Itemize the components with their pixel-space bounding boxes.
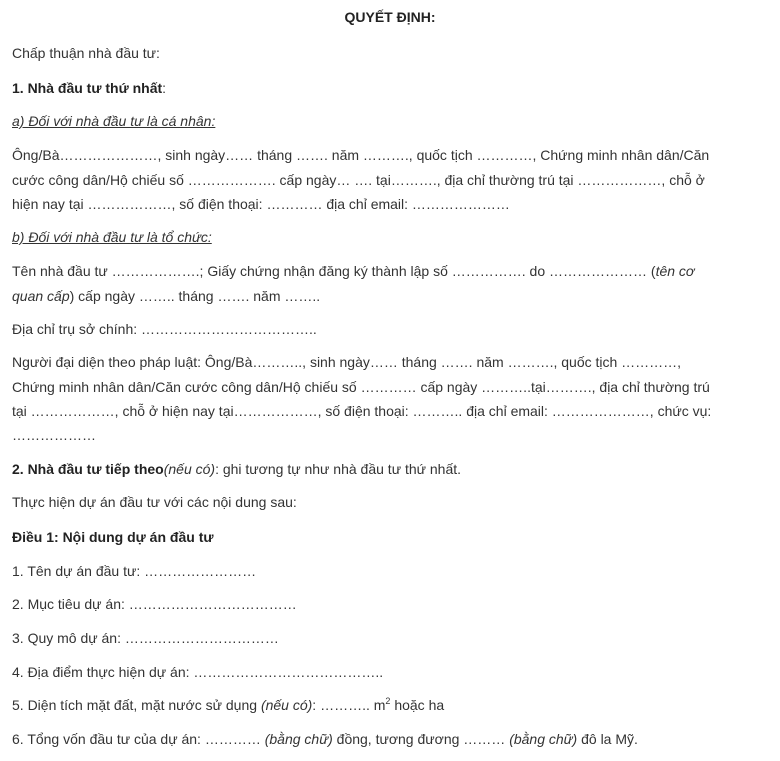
item5-superscript: 2 xyxy=(385,696,391,706)
document-title: QUYẾT ĐỊNH: xyxy=(344,9,436,25)
article1-item-3: 3. Quy mô dự án: …………………………… xyxy=(12,630,279,646)
investor1-heading-text: 1. Nhà đầu tư thứ nhất xyxy=(12,80,163,96)
individual-line-3: hiện nay tại ………………, số điện thoại: ………… địa chỉ email: ………………… xyxy=(12,196,510,212)
representative-line-4: ……………… xyxy=(12,427,96,443)
item6-italic-1: (bằng chữ) xyxy=(264,731,333,747)
organization-heading: b) Đối với nhà đầu tư là tổ chức: xyxy=(12,229,212,245)
representative-line-2: Chứng minh nhân dân/Căn cước công dân/Hộ chiếu số ………… cấp ngày ………..tại………., địa chỉ thường trú xyxy=(12,379,710,395)
individual-line-1: Ông/Bà…………………, sinh ngày…… tháng ……. năm ………., quốc tịch …………, Chứng minh nhân dân/Căn xyxy=(12,147,710,163)
headquarters-address: Địa chỉ trụ sở chính: ……………………………….. xyxy=(12,321,317,337)
item5-text-b: : ……….. m xyxy=(312,697,386,713)
item6-text-b: đồng, tương đương ……… xyxy=(332,731,510,747)
article1-item-1: 1. Tên dự án đầu tư: …………………… xyxy=(12,563,257,579)
item6-text-c: đô la Mỹ. xyxy=(577,731,638,747)
article1-item-4: 4. Địa điểm thực hiện dự án: ………………………………….. xyxy=(12,664,384,680)
organization-line-2 xyxy=(12,288,320,305)
organization-line-1 xyxy=(12,263,694,280)
investor2-heading-italic: (nếu có) xyxy=(163,461,216,477)
individual-line-2: cước công dân/Hộ chiếu số ………………. cấp ngày… …. tại………., địa chỉ thường trú tại ………………, chỗ ở xyxy=(12,172,705,188)
organization-line-2-italic: quan cấp xyxy=(12,288,70,304)
item6-text-a: 6. Tổng vốn đầu tư của dự án: ………… xyxy=(12,731,265,747)
item6-italic-2: (bằng chữ) xyxy=(509,731,578,747)
representative-line-3: tại ………………, chỗ ở hiện nay tại………………, số điện thoại: ……….. địa chỉ email: …………………, chức vụ: xyxy=(12,403,712,419)
investor1-heading-colon: : xyxy=(162,80,167,96)
investor2-heading xyxy=(12,461,461,478)
item5-italic: (nếu có) xyxy=(260,697,313,713)
investor2-heading-rest: : ghi tương tự như nhà đầu tư thứ nhất. xyxy=(215,461,462,477)
organization-line-2-text: ) cấp ngày …….. tháng ……. năm …….. xyxy=(69,288,321,304)
article1-item-5 xyxy=(12,697,444,714)
article1-item-2: 2. Mục tiêu dự án: ……………………………… xyxy=(12,596,297,612)
organization-line-1-italic: tên cơ xyxy=(655,263,695,279)
investor1-heading xyxy=(12,80,166,97)
individual-heading: a) Đối với nhà đầu tư là cá nhân: xyxy=(12,113,216,129)
article1-heading: Điều 1: Nội dung dự án đầu tư xyxy=(12,529,214,545)
intro-text: Chấp thuận nhà đầu tư: xyxy=(12,45,160,61)
item5-text-c: hoặc ha xyxy=(390,697,445,713)
article1-item-6 xyxy=(12,731,638,748)
project-intro: Thực hiện dự án đầu tư với các nội dung sau: xyxy=(12,494,297,510)
item5-text-a: 5. Diện tích mặt đất, mặt nước sử dụng xyxy=(12,697,261,713)
representative-line-1: Người đại diện theo pháp luật: Ông/Bà……….., sinh ngày…… tháng ……. năm ………., quốc tịch …………, xyxy=(12,354,682,370)
organization-line-1-text: Tên nhà đầu tư ……………….; Giấy chứng nhận đăng ký thành lập số ……………. do ………………… ( xyxy=(12,263,656,279)
investor2-heading-text: 2. Nhà đầu tư tiếp theo xyxy=(12,461,164,477)
